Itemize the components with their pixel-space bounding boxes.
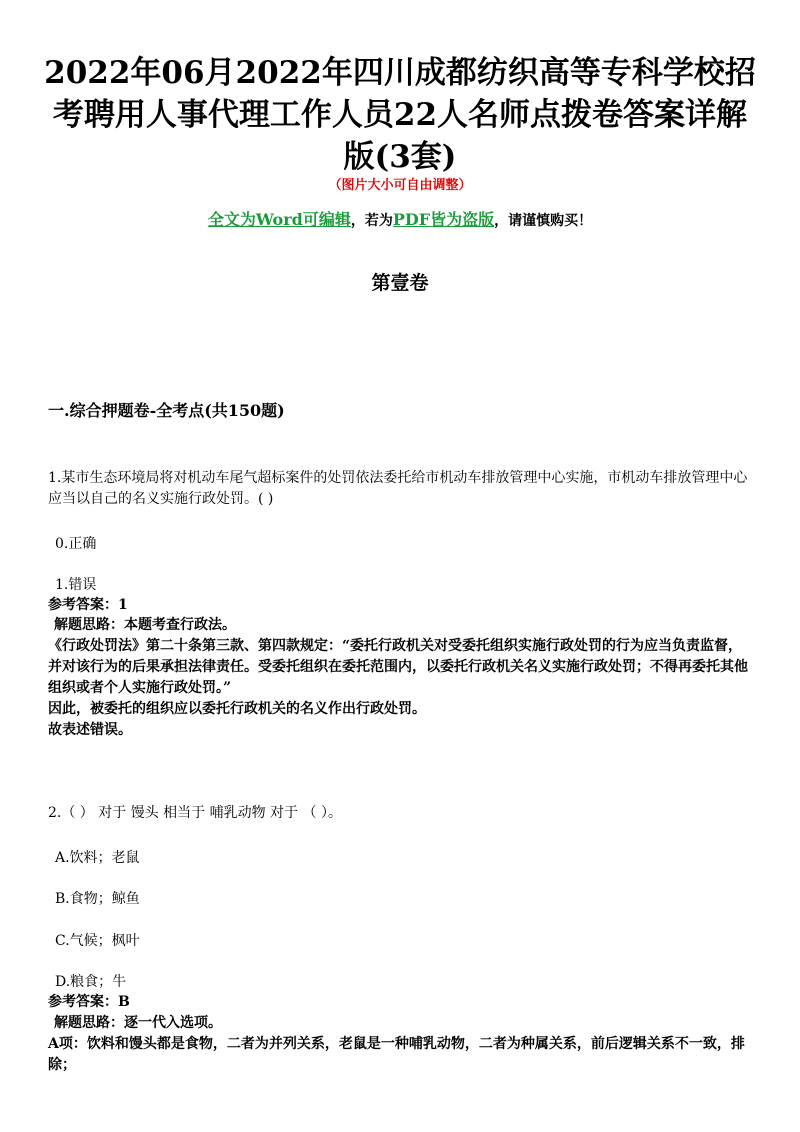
document-title: 2022年06月2022年四川成都纺织高等专科学校招考聘用人事代理工作人员22人名师点拨卷答案详解版(3套) [44, 55, 756, 175]
volume-heading: 第壹卷 [371, 272, 429, 294]
q1-analysis-title: 解题思路：本题考查行政法。 [54, 617, 236, 633]
section-heading: 一.综合押题卷-全考点(共150题) [48, 401, 285, 420]
q1-conclusion-1: 因此，被委托的组织应以委托行政机关的名义作出行政处罚。 [48, 701, 426, 717]
q1-stem: 1.某市生态环境局将对机动车尾气超标案件的处罚依法委托给市机动车排放管理中心实施，市机动车排放管理中心应当以自己的名义实施行政处罚。( ) [48, 470, 748, 507]
resize-note: （图片大小可自由调整） [328, 178, 472, 193]
copyright-banner [0, 207, 800, 230]
q2-analysis-a: A项：饮料和馒头都是食物，二者为并列关系，老鼠是一种哺乳动物，二者为种属关系，前后逻辑关系不一致，排除； [48, 1036, 745, 1073]
q2-answer: 参考答案：B [48, 994, 130, 1010]
q1-option-0: 0.正确 [55, 536, 97, 552]
banner-mid: ，若为 [350, 213, 393, 229]
q1-analysis-body: 《行政处罚法》第二十条第三款、第四款规定：“委托行政机关对受委托组织实施行政处罚的行为应当负责监督，并对该行为的后果承担法律责任。受委托组织在委托范围内，以委托行政机关名义实施行政处罚；不得再委托其他组织或者个人实施行政处罚。” [48, 638, 748, 696]
q1-conclusion-2: 故表述错误。 [48, 722, 132, 738]
pdf-pirated-link[interactable]: PDF皆为盗版 [392, 210, 495, 229]
q2-option-b: B.食物；鲸鱼 [55, 891, 140, 907]
banner-tail: ，请谨慎购买！ [494, 213, 593, 229]
q2-analysis-title: 解题思路：逐一代入选项。 [54, 1015, 222, 1031]
q2-option-a: A.饮料；老鼠 [55, 850, 140, 866]
q1-answer: 参考答案：1 [48, 597, 128, 613]
q2-option-d: D.粮食；牛 [55, 974, 127, 990]
q1-option-1: 1.错误 [55, 577, 97, 593]
q2-stem: 2.（ ） 对于 馒头 相当于 哺乳动物 对于 （ ）。 [48, 805, 342, 821]
q2-option-c: C.气候；枫叶 [55, 933, 140, 949]
word-editable-link[interactable]: 全文为Word可编辑 [207, 210, 351, 229]
